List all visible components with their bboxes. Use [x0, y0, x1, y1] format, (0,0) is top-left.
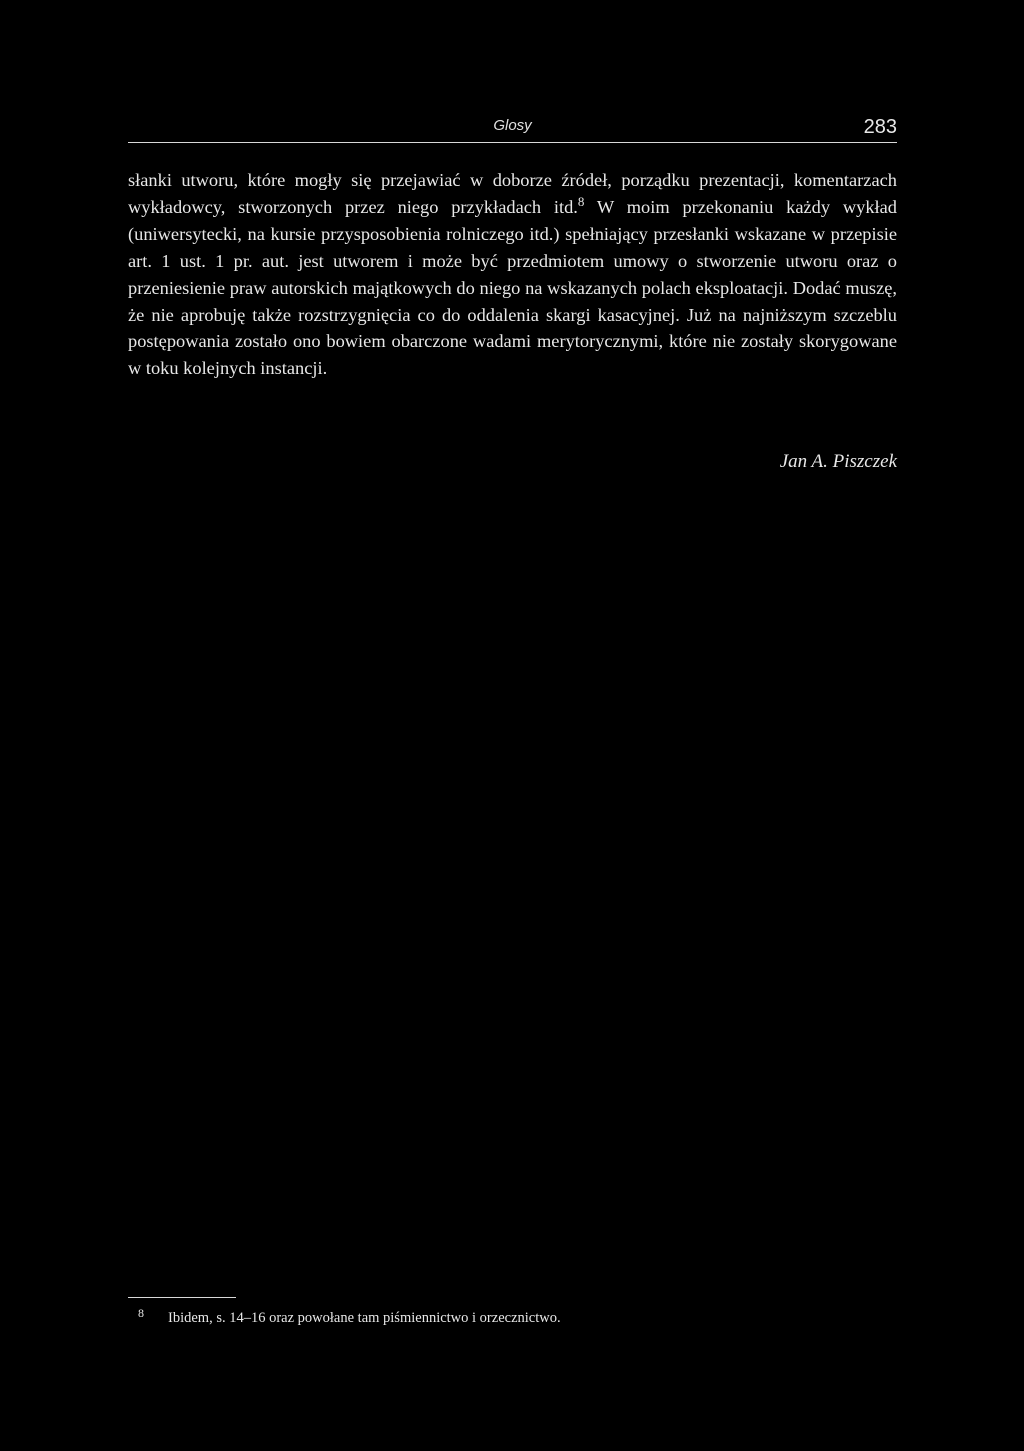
running-title: Glosy: [493, 117, 532, 134]
journal-page: [128, 0, 897, 1451]
footnote-divider: [128, 1297, 236, 1298]
running-header: [128, 116, 897, 143]
footnote-reference: 8: [577, 193, 585, 209]
body-paragraph: [128, 167, 897, 382]
footnote-text: Ibidem, s. 14–16 oraz powołane tam piśmiennictwo i orzecznictwo.: [168, 1310, 561, 1326]
body-text-part-1: słanki utworu, które mogły się przejawiać w doborze źródeł, porządku prezentacji, komentarzach wykładowcy, stworzonych przez niego przykładach itd.: [128, 170, 897, 217]
footnote: 8 Ibidem, s. 14–16 oraz powołane tam piśmiennictwo i orzecznictwo.: [138, 1306, 561, 1326]
page-number: 283: [863, 116, 897, 138]
author-signature: Jan A. Piszczek: [779, 451, 897, 472]
body-text-part-2: W moim przekonaniu każdy wykład (uniwersytecki, na kursie przysposobienia rolniczego itd.) spełniający przesłanki wskazane w przepisie art. 1 ust. 1 pr. aut. jest utworem i może być przedmiotem umowy o stworzenie utworu oraz o przeniesienie praw autorskich majątkowych do niego na wskazanych polach eksploatacji. Dodać muszę, że nie aprobuję także rozstrzygnięcia co do oddalenia skargi kasacyjnej. Już na najniższym szczeblu postępowania zostało ono bowiem obarczone wadami merytorycznymi, które nie zostały skorygowane w toku kolejnych instancji.: [128, 196, 897, 379]
